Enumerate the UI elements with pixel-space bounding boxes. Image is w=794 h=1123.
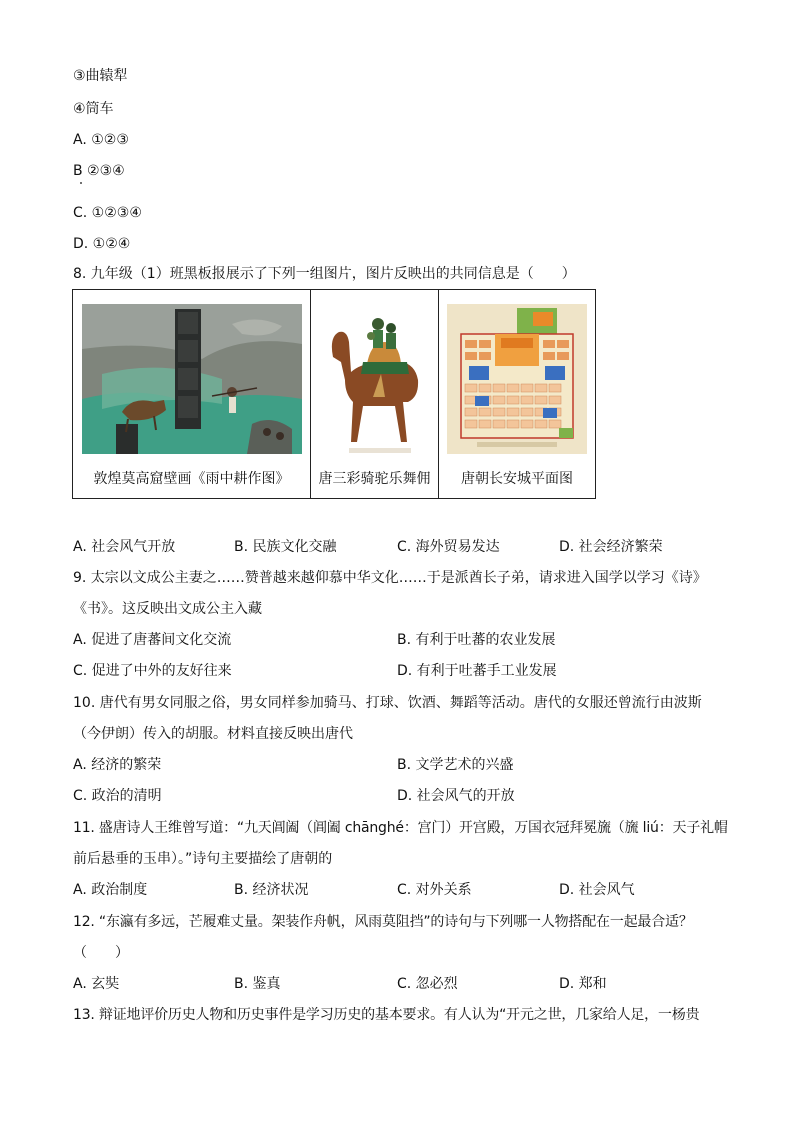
q8-option-b: B. 民族文化交融 [234, 539, 337, 555]
q7-option-a: A. ①②③ [73, 132, 129, 148]
q10-stem-line1: 10. 唐代有男女同服之俗，男女同样参加骑马、打球、饮酒、舞蹈等活动。唐代的女服还曾流行由波斯 [73, 695, 702, 711]
q9-stem-line2: 《书》。这反映出文成公主入藏 [73, 601, 262, 617]
q11-options [73, 881, 733, 899]
q12-option-c: C. 忽必烈 [397, 976, 458, 992]
q12-stem-line1: 12. “东瀛有多远，芒履难丈量。架装作舟帆，风雨莫阻挡”的诗句与下列哪一人物搭配在一起最合适？ [73, 914, 693, 930]
q7-item-3: ③曲辕犁 [73, 68, 128, 84]
q8-option-c: C. 海外贸易发达 [397, 539, 500, 555]
q12-stem-line2: （ ） [73, 945, 129, 961]
q11-option-d: D. 社会风气 [559, 882, 635, 898]
q11-option-a: A. 政治制度 [73, 882, 148, 898]
q8-option-d: D. 社会经济繁荣 [559, 539, 663, 555]
camel-figurine-image [323, 302, 427, 457]
q9-option-b: B. 有利于吐蕃的农业发展 [397, 632, 556, 648]
q9-stem-line1: 9. 太宗以文成公主妻之……赞普越来越仰慕中华文化……于是派酋长子弟，请求进入国学以学习《诗》 [73, 570, 707, 586]
q8-cell-map [439, 290, 596, 499]
q7-option-c: C. ①②③④ [73, 205, 142, 221]
q12-option-b: B. 鉴真 [234, 976, 281, 992]
q8-picture-table [72, 289, 596, 499]
q7-option-b: B ②③④ [73, 163, 125, 179]
q8-caption-camel: 唐三彩骑驼乐舞佣 [318, 471, 431, 487]
q8-cell-camel [311, 290, 439, 499]
q9-option-a: A. 促进了唐蕃间文化交流 [73, 632, 232, 648]
q11-option-c: C. 对外关系 [397, 882, 472, 898]
q12-option-a: A. 玄奘 [73, 976, 120, 992]
q13-stem-line1: 13. 辩证地评价历史人物和历史事件是学习历史的基本要求。有人认为“开元之世，几家给人足，一杨贵 [73, 1007, 700, 1023]
q8-stem: 8. 九年级（1）班黑板报展示了下列一组图片，图片反映出的共同信息是（ ） [73, 266, 576, 282]
q8-caption-map: 唐朝长安城平面图 [461, 471, 573, 487]
q9-options-row2 [73, 662, 733, 680]
changan-map-image [447, 304, 587, 454]
q7-option-d: D. ①②④ [73, 236, 131, 252]
q10-option-c: C. 政治的清明 [73, 788, 162, 804]
stray-dot [80, 182, 82, 184]
mural-image [82, 304, 302, 454]
q10-option-a: A. 经济的繁荣 [73, 757, 162, 773]
q11-stem-line1: 11. 盛唐诗人王维曾写道：“九天阊阖（阊阖 chānghé：宫门）开宫殿，万国衣冠拜冕旒（旒 liú：天子礼帽 [73, 820, 728, 836]
q10-options-row1 [73, 756, 733, 774]
q9-option-d: D. 有利于吐蕃手工业发展 [397, 663, 557, 679]
q10-options-row2 [73, 787, 733, 805]
q10-stem-line2: （今伊朗）传入的胡服。材料直接反映出唐代 [73, 726, 353, 742]
q11-option-b: B. 经济状况 [234, 882, 309, 898]
q9-options-row1 [73, 631, 733, 649]
q8-options [73, 538, 733, 556]
q9-option-c: C. 促进了中外的友好往来 [73, 663, 232, 679]
q8-option-a: A. 社会风气开放 [73, 539, 176, 555]
q11-stem-line2: 前后悬垂的玉串）。”诗句主要描绘了唐朝的 [73, 851, 333, 867]
q12-options [73, 975, 733, 993]
q10-option-b: B. 文学艺术的兴盛 [397, 757, 514, 773]
q12-option-d: D. 郑和 [559, 976, 607, 992]
q10-option-d: D. 社会风气的开放 [397, 788, 515, 804]
q8-cell-mural [73, 290, 311, 499]
q8-caption-mural: 敦煌莫高窟壁画《雨中耕作图》 [93, 471, 290, 487]
q7-item-4: ④筒车 [73, 101, 114, 117]
